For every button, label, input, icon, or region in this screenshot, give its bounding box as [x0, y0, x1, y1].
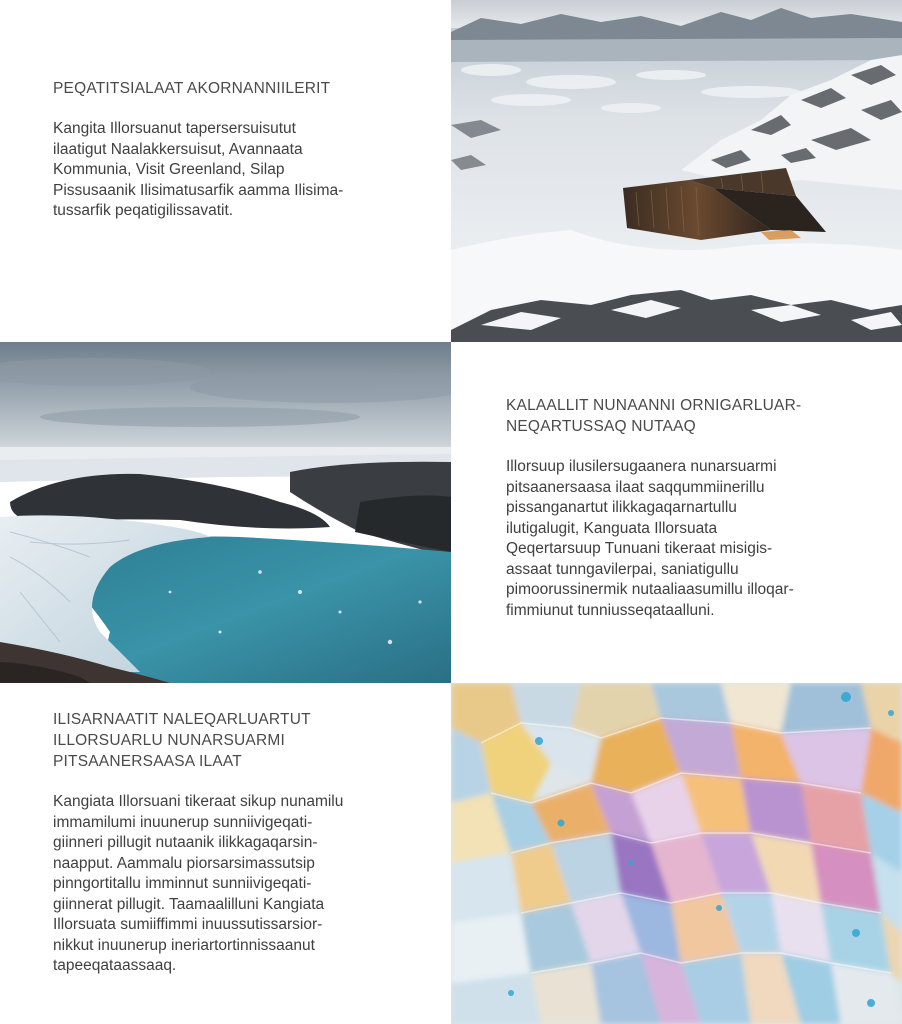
- section-new-destination: [451, 342, 902, 683]
- section-body: Illorsuup ilusilersugaanera nunarsuarmi pitsaanersaasa ilaat saqqummiinerillu pissanganartut ilikkagaqarnartullu ilutigalugit, Kanguata Illorsuata Qeqertarsuup Tunuani tikeraat misigis- assaat tunngavilerpai, saniatigullu pimoorussinermik nutaaliaasumillu illoqar- fimmiunut tunniusseqataalluni.: [506, 458, 794, 619]
- section-partners: [0, 0, 451, 342]
- section-body: Kangiata Illorsuani tikeraat sikup nunamilu immamilumi inuunerup sunniivigeqati- giinneri pillugit nutaanik ilikkagaqarsin- naapput. Aammalu piorsarsimassutsip pinngortitallu imminnut sunniivigeqati- giinnerat pillugit. Taamaalilluni Kangiata Illorsuata sumiiffimmi inuussutissarsior- nikkut inuunerup ineriartortinnissaanut tapeeqataassaaq.: [53, 793, 344, 974]
- section-body: Kangita Illorsuanut tapersersuisutut ilaatigut Naalakkersuisut, Avannaata Kommunia, Visit Greenland, Silap Pissusaanik Ilisimatusarfik aamma Ilisima- tussarfik peqatigilissavatit.: [53, 120, 344, 219]
- section-landmarks: [0, 683, 451, 1024]
- section-heading: KALAALLIT NUNAANNI ORNIGARLUAR- NEQARTUSSAQ NUTAAQ: [506, 397, 802, 435]
- icefjord-centre-photo: [451, 0, 902, 342]
- ice-crystal-macro-photo: [451, 683, 902, 1024]
- glacier-aerial-photo: [0, 342, 451, 683]
- section-heading: PEQATITSIALAAT AKORNANNIILERIT: [53, 80, 331, 97]
- section-heading: ILISARNAATIT NALEQARLUARTUT ILLORSUARLU NUNARSUARMI PITSAANERSAASA ILAAT: [53, 711, 311, 770]
